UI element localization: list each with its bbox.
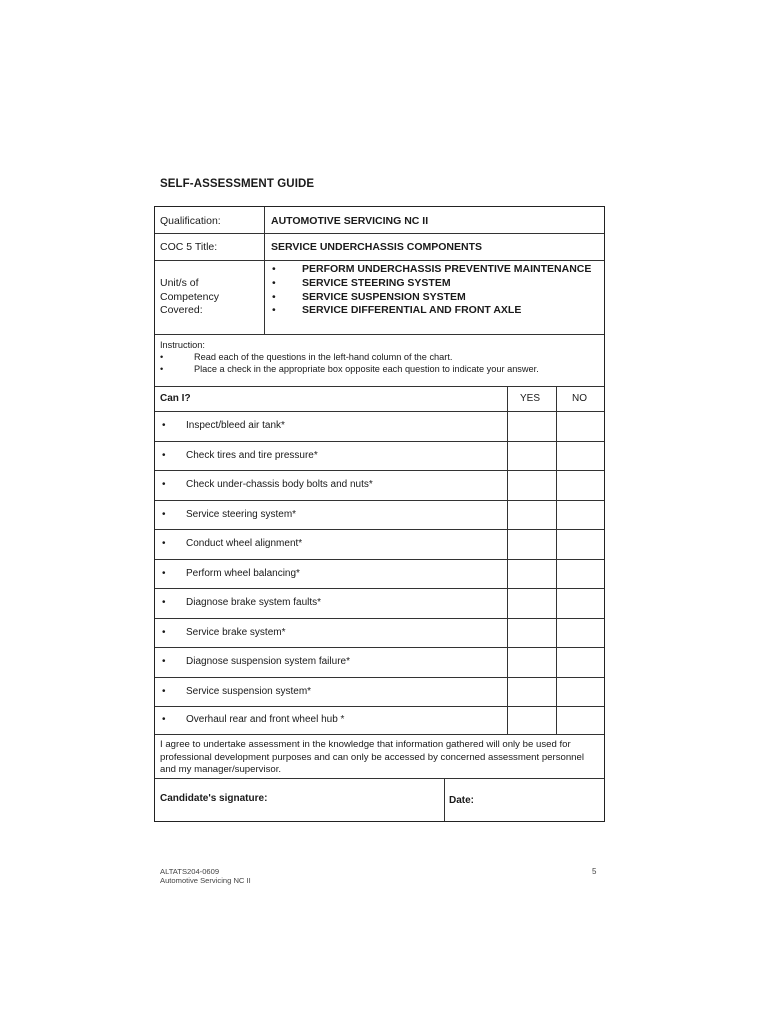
- question-text: Diagnose brake system faults*: [186, 597, 322, 608]
- question-row: [155, 560, 604, 590]
- bullet-icon: •: [162, 508, 166, 520]
- bullet-icon: •: [162, 656, 166, 667]
- page-title: SELF-ASSESSMENT GUIDE: [160, 178, 315, 190]
- question-text: Check tires and tire pressure*: [186, 449, 318, 461]
- bullet-icon: •: [162, 449, 166, 461]
- question-text: Service steering system*: [186, 508, 297, 520]
- yes-checkbox[interactable]: [508, 589, 556, 618]
- page-number: 5: [592, 867, 597, 876]
- agreement-text: I agree to undertake assessment in the knowledge that information gathered will only be used for professional development purposes and can only be accessed by concerned assessment personnel and my manager/supervisor.: [160, 739, 584, 775]
- signature-field[interactable]: [295, 779, 443, 821]
- coc-row: [155, 234, 604, 261]
- coc-label: COC 5 Title:: [160, 241, 218, 253]
- question-text: Service brake system*: [186, 626, 286, 638]
- bullet-icon: •: [272, 304, 276, 317]
- date-field[interactable]: [485, 779, 604, 821]
- units-list: [269, 263, 591, 318]
- yes-checkbox[interactable]: [508, 560, 556, 589]
- question-row: [155, 648, 604, 678]
- bullet-icon: •: [272, 276, 276, 289]
- yes-checkbox[interactable]: [508, 530, 556, 559]
- question-row: [155, 530, 604, 560]
- question-text: Overhaul rear and front wheel hub *: [186, 714, 345, 725]
- yes-checkbox[interactable]: [508, 707, 556, 734]
- qualification-row: [155, 207, 604, 234]
- unit-item: • PERFORM UNDERCHASSIS PREVENTIVE MAINTENANCE: [272, 263, 592, 275]
- footer: [160, 867, 251, 885]
- signature-row: [155, 779, 604, 821]
- qualification-value: AUTOMOTIVE SERVICING NC II: [271, 215, 429, 227]
- footer-subtitle: Automotive Servicing NC II: [160, 876, 251, 885]
- question-row: [155, 619, 604, 649]
- units-row: [155, 261, 604, 335]
- bullet-icon: •: [160, 364, 164, 374]
- bullet-icon: •: [160, 352, 164, 362]
- no-checkbox[interactable]: [557, 471, 604, 500]
- question-row: [155, 589, 604, 619]
- yes-checkbox[interactable]: [508, 471, 556, 500]
- question-row: [155, 501, 604, 531]
- signature-label: Candidate's signature:: [160, 793, 268, 804]
- no-checkbox[interactable]: [557, 619, 604, 648]
- qualification-label: Qualification:: [160, 215, 221, 227]
- question-text: Check under-chassis body bolts and nuts*: [186, 479, 373, 490]
- question-row: [155, 442, 604, 472]
- bullet-icon: •: [272, 263, 276, 275]
- no-header: NO: [572, 393, 587, 404]
- no-checkbox[interactable]: [557, 530, 604, 559]
- yes-checkbox[interactable]: [508, 501, 556, 530]
- footer-code: ALTATS204-0609: [160, 867, 220, 876]
- no-checkbox[interactable]: [557, 412, 604, 441]
- yes-checkbox[interactable]: [508, 648, 556, 677]
- no-checkbox[interactable]: [557, 501, 604, 530]
- bullet-icon: •: [162, 479, 166, 490]
- bullet-icon: •: [162, 420, 166, 431]
- yes-checkbox[interactable]: [508, 412, 556, 441]
- yes-header: YES: [520, 393, 541, 404]
- no-checkbox[interactable]: [557, 589, 604, 618]
- instruction-row: [155, 335, 604, 387]
- bullet-icon: •: [162, 685, 166, 697]
- question-row: [155, 707, 604, 735]
- question-row: [155, 412, 604, 442]
- no-checkbox[interactable]: [557, 442, 604, 471]
- bullet-icon: •: [272, 290, 276, 303]
- bullet-icon: •: [162, 538, 166, 549]
- agreement-row: [155, 735, 604, 779]
- questions-header-row: [155, 387, 604, 412]
- units-label: Unit/s of Competency Covered:: [160, 277, 219, 316]
- no-checkbox[interactable]: [557, 707, 604, 734]
- no-checkbox[interactable]: [557, 648, 604, 677]
- question-row: [155, 471, 604, 501]
- question-text: Inspect/bleed air tank*: [186, 420, 285, 431]
- question-text: Diagnose suspension system failure*: [186, 656, 350, 667]
- bullet-icon: •: [162, 626, 166, 638]
- bullet-icon: •: [162, 714, 166, 725]
- question-text: Service suspension system*: [186, 685, 312, 697]
- can-i-header: Can I?: [160, 393, 191, 404]
- question-text: Perform wheel balancing*: [186, 567, 300, 579]
- yes-checkbox[interactable]: [508, 442, 556, 471]
- self-assessment-form: [154, 206, 605, 822]
- coc-value: SERVICE UNDERCHASSIS COMPONENTS: [271, 241, 483, 253]
- yes-checkbox[interactable]: [508, 619, 556, 648]
- instruction-item: • Read each of the questions in the left-hand column of the chart.: [160, 352, 453, 362]
- instructions: [160, 339, 539, 375]
- question-row: [155, 678, 604, 708]
- bullet-icon: •: [162, 597, 166, 608]
- question-text: Conduct wheel alignment*: [186, 538, 303, 549]
- instruction-label: Instruction:: [160, 340, 205, 350]
- unit-item: • SERVICE SUSPENSION SYSTEM: [272, 290, 466, 303]
- no-checkbox[interactable]: [557, 560, 604, 589]
- date-label: Date:: [449, 795, 475, 806]
- yes-checkbox[interactable]: [508, 678, 556, 707]
- instruction-item: • Place a check in the appropriate box opposite each question to indicate your answer.: [160, 364, 539, 374]
- bullet-icon: •: [162, 567, 166, 579]
- unit-item: • SERVICE DIFFERENTIAL AND FRONT AXLE: [272, 304, 522, 317]
- unit-item: • SERVICE STEERING SYSTEM: [272, 276, 451, 289]
- no-checkbox[interactable]: [557, 678, 604, 707]
